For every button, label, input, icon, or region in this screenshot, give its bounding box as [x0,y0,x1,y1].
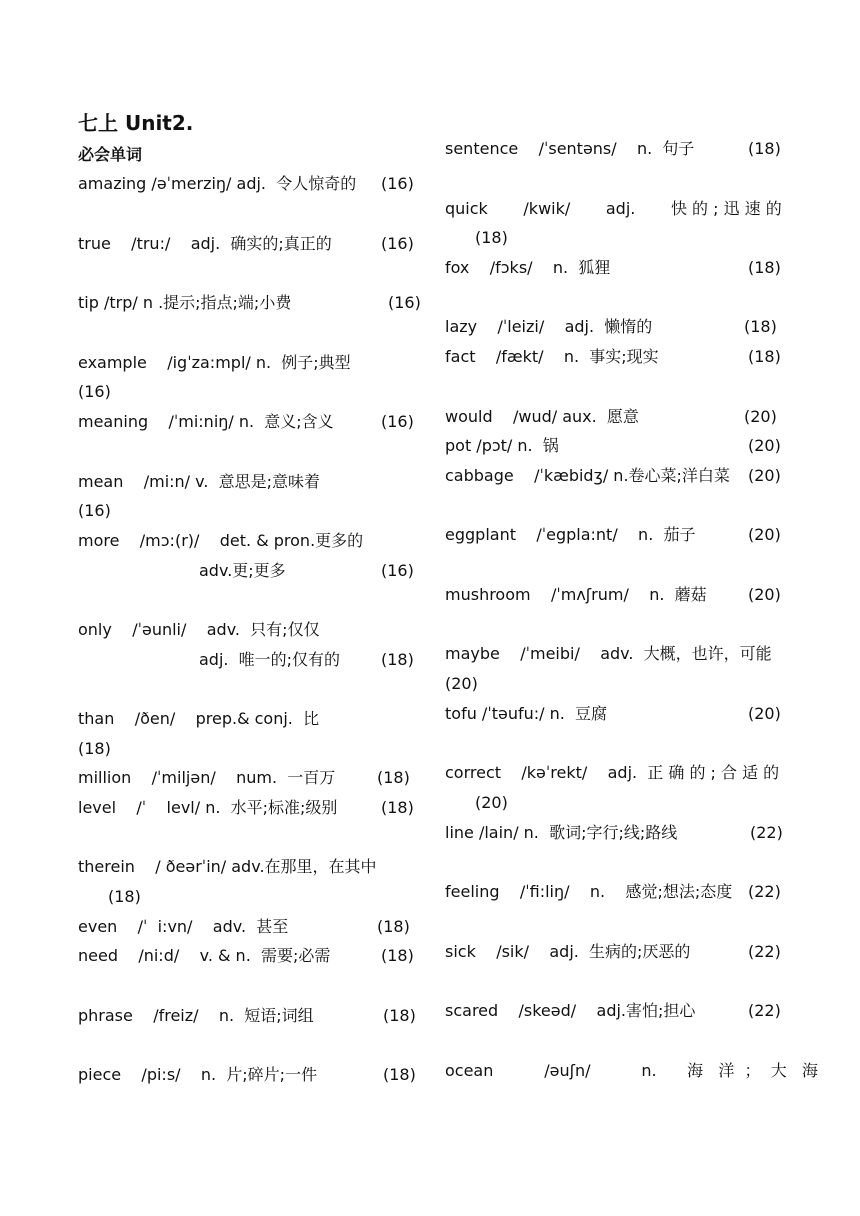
vocab-entry: ocean /əuʃn/ n. 海 洋 ； 大 海 [445,1061,818,1080]
vocab-entry: million /ˈmiljən/ num. 一百万 [78,768,336,787]
page-ref: (18) [383,1006,416,1025]
vocab-entry: only /ˈəunli/ adv. 只有;仅仅 [78,620,320,639]
vocab-entry: mushroom /ˈmʌʃrum/ n. 蘑菇 [445,585,707,604]
page-title: 七上 Unit2. [78,111,194,135]
page-ref: (18) [377,768,410,787]
page-ref: (20) [748,525,781,544]
page-ref: (16) [381,561,414,580]
page-ref: (22) [748,942,781,961]
vocab-entry-cont: adj. 唯一的;仅有的 [199,650,341,669]
page-ref: (20) [748,585,781,604]
vocab-entry: level /ˈ levl/ n. 水平;标准;级别 [78,798,338,817]
vocab-entry: than /ðen/ prep.& conj. 比 [78,709,320,728]
vocab-entry: scared /skeəd/ adj.害怕;担心 [445,1001,696,1020]
page-ref: (20) [748,436,781,455]
page-ref: (16) [78,501,111,520]
page-ref: (18) [78,739,111,758]
page-ref: (20) [744,407,777,426]
page-ref: (20) [445,674,478,693]
page-ref: (16) [381,174,414,193]
page-ref: (16) [388,293,421,312]
vocab-entry: would /wud/ aux. 愿意 [445,407,639,426]
page-ref: (18) [475,228,508,247]
vocab-entry: need /ni:d/ v. & n. 需要;必需 [78,946,331,965]
page-ref: (20) [475,793,508,812]
vocab-entry-cont: adv.更;更多 [199,561,286,580]
vocab-entry: more /mɔ:(r)/ det. & pron.更多的 [78,531,364,550]
vocab-entry: fact /fækt/ n. 事实;现实 [445,347,659,366]
vocab-entry: true /tru:/ adj. 确实的;真正的 [78,234,332,253]
vocab-entry: amazing /əˈmerziŋ/ adj. 令人惊奇的 [78,174,357,193]
page-ref: (20) [748,466,781,485]
vocab-entry: mean /mi:n/ v. 意思是;意味着 [78,472,321,491]
page-ref: (22) [748,882,781,901]
vocab-entry: fox /fɔks/ n. 狐狸 [445,258,611,277]
page-ref: (18) [381,650,414,669]
page-ref: (18) [108,887,141,906]
page-ref: (18) [744,317,777,336]
vocab-entry: even /ˈ i:vn/ adv. 甚至 [78,917,289,936]
vocab-entry: sick /sik/ adj. 生病的;厌恶的 [445,942,691,961]
page-ref: (18) [383,1065,416,1084]
vocab-entry: tip /trp/ n .提示;指点;端;小费 [78,293,292,312]
vocab-entry: example /igˈza:mpl/ n. 例子;典型 [78,353,351,372]
page-ref: (16) [78,382,111,401]
page-ref: (20) [748,704,781,723]
vocab-entry: feeling /ˈfi:liŋ/ n. 感觉;想法;态度 [445,882,733,901]
vocab-entry: lazy /ˈleizi/ adj. 懒惰的 [445,317,653,336]
page-ref: (16) [381,412,414,431]
vocab-entry: eggplant /ˈegpla:nt/ n. 茄子 [445,525,696,544]
vocab-entry: cabbage /ˈkæbidʒ/ n.卷心菜;洋白菜 [445,466,730,485]
page-ref: (18) [377,917,410,936]
vocab-entry: phrase /freiz/ n. 短语;词组 [78,1006,314,1025]
page-ref: (18) [748,139,781,158]
vocab-entry: maybe /ˈmeibi/ adv. 大概，也许，可能 [445,644,772,663]
vocab-entry: line /lain/ n. 歌词;字行;线;路线 [445,823,678,842]
page-ref: (18) [381,798,414,817]
vocab-entry: quick /kwik/ adj. 快 的 ; 迅 速 的 [445,199,782,218]
page-ref: (16) [381,234,414,253]
page-ref: (22) [750,823,783,842]
page-ref: (18) [748,258,781,277]
page-ref: (18) [381,946,414,965]
vocab-entry: therein / ðeərˈin/ adv.在那里，在其中 [78,857,377,876]
vocab-entry: piece /pi:s/ n. 片;碎片;一件 [78,1065,318,1084]
vocab-entry: meaning /ˈmi:niŋ/ n. 意义;含义 [78,412,334,431]
vocab-entry: tofu /ˈtəufu:/ n. 豆腐 [445,704,608,723]
vocab-entry: pot /pɔt/ n. 锅 [445,436,559,455]
page-ref: (18) [748,347,781,366]
vocab-entry: correct /kəˈrekt/ adj. 正 确 的 ; 合 适 的 [445,763,780,782]
vocab-entry: sentence /ˈsentəns/ n. 句子 [445,139,695,158]
section-heading: 必会单词 [78,145,143,164]
page-ref: (22) [748,1001,781,1020]
